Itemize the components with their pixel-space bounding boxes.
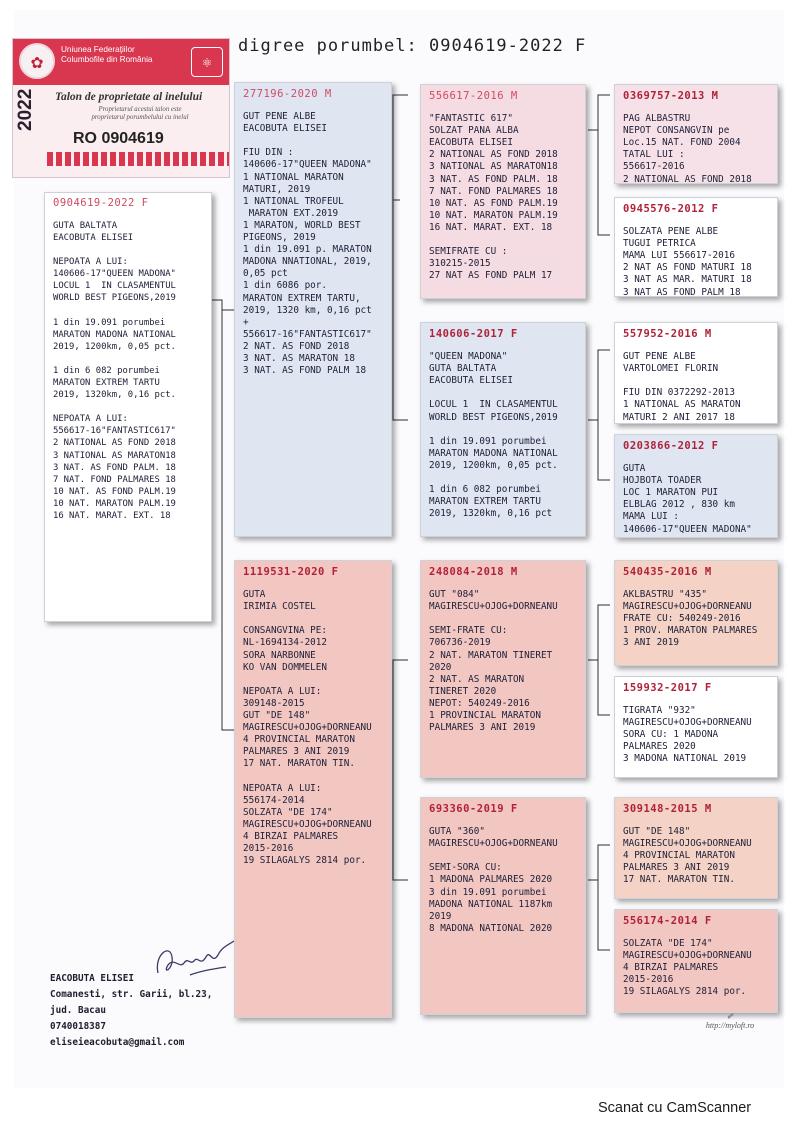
- pedigree-line: [429, 472, 579, 484]
- federation-name: Uniunea Federaţiilor Columbofile din România: [61, 45, 153, 64]
- pigeon-sire-sire: [420, 84, 586, 299]
- card-note: Proprietarul acestui talon este proprietarul porumbelului cu inelul: [91, 106, 189, 121]
- pedigree-line: TUGUI PETRICA: [623, 238, 696, 250]
- pedigree-line: [53, 402, 205, 414]
- pedigree-line: 1 PROV. MARATON PALMARES: [623, 625, 758, 637]
- pedigree-line: 27 NAT AS FOND PALM 17: [429, 270, 553, 282]
- pedigree-line: 16 NAT. MARAT. EXT. 18: [429, 221, 553, 233]
- pedigree-line: 3 NAT. AS FOND PALM. 18: [429, 173, 558, 185]
- pedigree-line: 140606-17"QUEEN MADONA": [53, 269, 176, 280]
- scanner-watermark: Scanat cu CamScanner: [598, 1100, 752, 1116]
- pedigree-line: LOCUL 1 IN CLASAMENTUL: [53, 281, 176, 292]
- pedigree-line: GUT PENE ALBE: [243, 111, 316, 123]
- owner-county: jud. Bacau: [50, 1005, 106, 1016]
- pedigree-line: 556174-2014: [243, 794, 305, 806]
- pedigree-line: [429, 234, 579, 246]
- ring-id: 556174-2014 F: [623, 915, 712, 927]
- pigeon-sire: [234, 82, 392, 537]
- connector-main: [212, 300, 234, 730]
- pedigree-line: 2019: [429, 910, 452, 922]
- card-decorative-band: [47, 152, 229, 166]
- pedigree-line: 1 din 19.091 porumbei: [429, 435, 547, 447]
- pedigree-line: FIU DIN 0372292-2013: [623, 387, 735, 399]
- pedigree-line: EACOBUTA ELISEI: [429, 375, 513, 387]
- pedigree-line: [243, 135, 385, 147]
- pedigree-line: 3 ANI 2019: [623, 637, 679, 649]
- ring-id: 277196-2020 M: [243, 88, 332, 100]
- pedigree-line: GUTA BALTATA: [429, 363, 497, 375]
- pedigree-line: [429, 850, 579, 862]
- pedigree-line: 1 MARATON, WORLD BEST: [243, 219, 361, 231]
- pigeon-dam-sire: [420, 560, 586, 778]
- pedigree-line: PALMARES 2020: [623, 741, 696, 753]
- pedigree-line: PALMARES 3 ANI 2019: [623, 862, 730, 874]
- pedigree-line: 2 NATIONAL AS FOND 2018: [53, 438, 176, 449]
- pedigree-line: IRIMIA COSTEL: [243, 601, 316, 613]
- pedigree-line: [53, 354, 205, 366]
- pedigree-line: SOLZATA PENE ALBE: [623, 226, 719, 238]
- pedigree-line: HOJBOTA TOADER: [623, 475, 702, 487]
- pedigree-line: 7 NAT. FOND PALMARES 18: [53, 474, 176, 485]
- pedigree-line: SOLZAT PANA ALBA: [429, 125, 519, 137]
- pedigree-line: MAMA LUI :: [623, 511, 679, 523]
- pigeon-dsd: [614, 676, 778, 778]
- pedigree-line: 3 din 19.091 porumbei: [429, 886, 547, 898]
- pedigree-line: Loc.15 NAT. FOND 2004: [623, 137, 741, 149]
- pedigree-line: 10 NAT. AS FOND PALM.19: [429, 197, 558, 209]
- pedigree-line: 3 NATIONAL AS MARATON18: [53, 450, 176, 461]
- pedigree-line: GUTA BALTATA: [53, 220, 118, 231]
- pedigree-line: 310215-2015: [429, 258, 491, 270]
- pedigree-line: 2019, 1320km, 0,16 pct.: [53, 390, 176, 401]
- pedigree-line: MARATON EXTREM TARTU: [429, 496, 541, 508]
- pedigree-line: 140606-17"QUEEN MADONA": [243, 159, 372, 171]
- ring-id: 0945576-2012 F: [623, 203, 719, 215]
- owner-phone: 0740018387: [50, 1021, 106, 1032]
- pedigree-line: MAGIRESCU+OJOG+DORNEANU: [429, 838, 558, 850]
- pedigree-line: [243, 771, 385, 783]
- pedigree-line: MADONA NNATIONAL, 2019,: [243, 256, 372, 268]
- pedigree-line: MAGIRESCU+OJOG+DORNEANU: [243, 722, 372, 734]
- pedigree-line: MAGIRESCU+OJOG+DORNEANU: [429, 601, 558, 613]
- pedigree-line: 2 NAT AS FOND MATURI 18: [623, 262, 752, 274]
- pedigree-line: 2015-2016: [243, 843, 294, 855]
- pedigree-line: 1 NATIONAL AS MARATON: [623, 399, 741, 411]
- pedigree-line: [429, 424, 579, 436]
- pedigree-line: 309148-2015: [243, 697, 305, 709]
- pedigree-line: GUT "084": [429, 589, 480, 601]
- pedigree-line: 1 NATIONAL TROFEUL: [243, 195, 344, 207]
- pedigree-line: EACOBUTA ELISEI: [429, 137, 513, 149]
- pedigree-line: 16 NAT. MARAT. EXT. 18: [53, 511, 171, 522]
- owner-address: Comanesti, str. Garii, bl.23,: [50, 989, 213, 1000]
- pigeon-dss: [614, 560, 778, 666]
- connector-dam: [393, 660, 408, 880]
- pedigree-line: MATURI 2 ANI 2017 18: [623, 411, 735, 423]
- pedigree-line: EACOBUTA ELISEI: [243, 123, 327, 135]
- pedigree-line: 3 NAT AS MAR. MATURI 18: [623, 274, 752, 286]
- pedigree-line: +: [243, 316, 249, 328]
- pedigree-line: PIGEONS, 2019: [243, 232, 316, 244]
- pedigree-line: 2 NAT. AS MARATON: [429, 673, 525, 685]
- pedigree-line: GUT "DE 148": [623, 826, 691, 838]
- ring-id: 1119531-2020 F: [243, 566, 339, 578]
- pedigree-line: MARATON MADONA NATIONAL: [53, 329, 176, 340]
- pedigree-line: NEPOATA A LUI:: [243, 782, 322, 794]
- pedigree-line: 2 NATIONAL AS FOND 2018: [429, 149, 558, 161]
- pedigree-line: 2020: [429, 661, 452, 673]
- ring-id: 0904619-2022 F: [53, 197, 149, 209]
- pedigree-line: 3 NATIONAL AS MARATON18: [429, 161, 558, 173]
- pedigree-line: FRATE CU: 540249-2016: [623, 613, 741, 625]
- pedigree-line: AKLBASTRU "435": [623, 589, 707, 601]
- pedigree-line: 10 NAT. MARATON PALM.19: [429, 209, 558, 221]
- pedigree-line: NEPOT CONSANGVIN pe: [623, 125, 730, 137]
- pedigree-line: MAGIRESCU+OJOG+DORNEANU: [623, 717, 752, 729]
- pedigree-line: MAGIRESCU+OJOG+DORNEANU: [623, 950, 752, 962]
- pedigree-line: TATAL LUI :: [623, 149, 685, 161]
- card-ring-number: RO 0904619: [73, 130, 164, 147]
- connector-sire: [393, 95, 408, 420]
- pedigree-line: 556617-16"FANTASTIC617": [243, 328, 372, 340]
- owner-info: [50, 971, 212, 1051]
- pedigree-line: 1 MADONA PALMARES 2020: [429, 874, 553, 886]
- pedigree-line: NEPOATA A LUI:: [243, 685, 322, 697]
- pedigree-line: 1 din 19.091 p. MARATON: [243, 244, 372, 256]
- pedigree-line: "QUEEN MADONA": [429, 351, 508, 363]
- page-title: digree porumbel: 0904619-2022 F: [238, 36, 587, 56]
- pedigree-line: 3 NAT. AS MARATON 18: [243, 352, 355, 364]
- owner-name: EACOBUTA ELISEI: [50, 973, 134, 984]
- pedigree-line: MATURI, 2019: [243, 183, 311, 195]
- pedigree-line: 19 SILAGALYS 2814 por.: [623, 986, 747, 998]
- pedigree-line: 17 NAT. MARATON TIN.: [243, 758, 355, 770]
- pedigree-line: 4 PROVINCIAL MARATON: [243, 734, 355, 746]
- pedigree-line: SEMI-SORA CU:: [429, 862, 502, 874]
- card-header: [13, 39, 230, 85]
- pigeon-ddd: [614, 909, 778, 1013]
- pedigree-line: PALMARES 3 ANI 2019: [243, 746, 350, 758]
- pigeon-main: [44, 192, 212, 622]
- pedigree-line: NEPOATA A LUI:: [53, 257, 128, 268]
- pedigree-line: GUT PENE ALBE: [623, 351, 696, 363]
- connector-dam-sire: [588, 605, 610, 715]
- pedigree-line: 3 NAT AS FOND PALM 18: [623, 286, 741, 297]
- pedigree-line: 1 din 6086 por.: [243, 280, 327, 292]
- pedigree-line: GUTA: [623, 463, 646, 475]
- ring-id: 557952-2016 M: [623, 328, 712, 340]
- ring-id: 693360-2019 F: [429, 803, 518, 815]
- pedigree-line: MAGIRESCU+OJOG+DORNEANU: [243, 818, 372, 830]
- pedigree-line: [429, 613, 579, 625]
- pedigree-line: SOLZATA "DE 174": [623, 938, 713, 950]
- pedigree-line: PAG ALBASTRU: [623, 113, 691, 125]
- pedigree-line: SORA CU: 1 MADONA: [623, 729, 719, 741]
- pedigree-line: 1 NATIONAL MARATON: [243, 171, 344, 183]
- pedigree-line: WORLD BEST PIGEONS,2019: [429, 411, 558, 423]
- pedigree-line: 556617-2016: [623, 161, 685, 173]
- pedigree-line: VARTOLOMEI FLORIN: [623, 363, 719, 375]
- ring-id: 0369757-2013 M: [623, 90, 719, 102]
- pedigree-line: 2019, 1200km, 0,05 pct.: [53, 341, 176, 352]
- footer-logo-icon: ✐: [726, 1012, 734, 1021]
- pigeon-ssd: [614, 197, 778, 297]
- card-year: 2022: [15, 88, 36, 131]
- ring-id: 248084-2018 M: [429, 566, 518, 578]
- pedigree-line: MAMA LUI 556617-2016: [623, 250, 735, 262]
- pedigree-line: MAGIRESCU+OJOG+DORNEANU: [623, 601, 752, 613]
- pedigree-line: 2 NAT. MARATON TINERET: [429, 649, 553, 661]
- pigeon-sdd: [614, 434, 778, 538]
- ring-id: 159932-2017 F: [623, 682, 712, 694]
- pedigree-line: 0,05 pct: [243, 268, 288, 280]
- pedigree-line: 2015-2016: [623, 974, 674, 986]
- pedigree-line: FIU DIN :: [243, 147, 294, 159]
- pedigree-line: 4 PROVINCIAL MARATON: [623, 850, 735, 862]
- federation-logo-icon: ✿: [19, 43, 55, 79]
- pedigree-line: 1 din 19.091 porumbei: [53, 317, 166, 328]
- pigeon-sire-dam: [420, 322, 586, 537]
- ring-id: 556617-2016 M: [429, 90, 518, 102]
- card-heading: Talon de proprietate al inelului: [55, 91, 203, 103]
- pedigree-line: MARATON EXTREM TARTU: [53, 378, 160, 389]
- pedigree-line: WORLD BEST PIGEONS,2019: [53, 293, 176, 304]
- pedigree-line: [53, 305, 205, 317]
- pedigree-line: 2019, 1320km, 0,16 pct: [429, 508, 553, 520]
- pedigree-line: 7 NAT. FOND PALMARES 18: [429, 185, 558, 197]
- pigeon-sss: [614, 84, 778, 184]
- pedigree-line: EACOBUTA ELISEI: [53, 232, 134, 243]
- pedigree-line: SEMIFRATE CU :: [429, 246, 508, 258]
- pedigree-line: 3 MADONA NATIONAL 2019: [623, 753, 747, 765]
- pedigree-line: [429, 387, 579, 399]
- pedigree-line: 2019, 1200km, 0,05 pct.: [429, 459, 558, 471]
- pedigree-line: 706736-2019: [429, 637, 491, 649]
- pedigree-line: SOLZATA "DE 174": [243, 806, 333, 818]
- pedigree-line: GUTA "360": [429, 826, 485, 838]
- pedigree-line: 19 SILAGALYS 2814 por.: [243, 855, 367, 867]
- pedigree-line: [243, 613, 385, 625]
- ring-ownership-card: [12, 38, 230, 178]
- connector-sire-sire: [588, 95, 610, 235]
- pedigree-line: GUT "DE 148": [243, 710, 311, 722]
- pedigree-line: 10 NAT. AS FOND PALM.19: [53, 486, 176, 497]
- pedigree-line: SORA NARBONNE: [243, 649, 316, 661]
- pedigree-line: [243, 674, 385, 686]
- pigeon-dds: [614, 797, 778, 899]
- connector-sire-dam: [588, 350, 610, 480]
- pedigree-line: [623, 375, 771, 387]
- pedigree-line: 4 BIRZAI PALMARES: [243, 830, 339, 842]
- pedigree-line: 1 PROVINCIAL MARATON: [429, 710, 541, 722]
- pedigree-line: 2019, 1320 km, 0,16 pct: [243, 304, 372, 316]
- pedigree-line: LOCUL 1 IN CLASAMENTUL: [429, 399, 558, 411]
- pedigree-line: PALMARES 3 ANI 2019: [429, 722, 536, 734]
- ring-id: 0203866-2012 F: [623, 440, 719, 452]
- pedigree-line: 8 MADONA NATIONAL 2020: [429, 922, 553, 934]
- pedigree-line: MAGIRESCU+OJOG+DORNEANU: [623, 838, 752, 850]
- pedigree-line: 1 din 6 082 porumbei: [53, 365, 160, 376]
- pedigree-line: 1 din 6 082 porumbei: [429, 484, 541, 496]
- pedigree-line: ELBLAG 2012 , 830 km: [623, 499, 735, 511]
- pedigree-line: 10 NAT. MARATON PALM.19: [53, 498, 176, 509]
- pedigree-line: TINERET 2020: [429, 685, 497, 697]
- pedigree-line: KO VAN DOMMELEN: [243, 661, 327, 673]
- pigeon-sds: [614, 322, 778, 424]
- pedigree-line: MADONA NATIONAL 1187km: [429, 898, 553, 910]
- pedigree-line: MARATON MADONA NATIONAL: [429, 447, 558, 459]
- pedigree-line: [53, 245, 205, 257]
- pedigree-line: NEPOT: 540249-2016: [429, 697, 530, 709]
- pedigree-line: 4 BIRZAI PALMARES: [623, 962, 719, 974]
- pedigree-line: NL-1694134-2012: [243, 637, 327, 649]
- pigeon-dam: [234, 560, 392, 1018]
- emblem-icon: ⚛: [191, 47, 223, 77]
- pedigree-line: 17 NAT. MARATON TIN.: [623, 874, 735, 886]
- pedigree-line: CONSANGVINA PE:: [243, 625, 327, 637]
- pedigree-line: SEMI-FRATE CU:: [429, 625, 508, 637]
- pigeon-dam-dam: [420, 797, 586, 1015]
- pedigree-line: "FANTASTIC 617": [429, 113, 513, 125]
- pedigree-line: 2 NAT. AS FOND 2018: [243, 340, 350, 352]
- pedigree-line: TIGRATA "932": [623, 705, 696, 717]
- pedigree-line: MARATON EXTREM TARTU,: [243, 292, 361, 304]
- ring-id: 309148-2015 M: [623, 803, 712, 815]
- pedigree-line: MARATON EXT.2019: [243, 207, 339, 219]
- footer-logo-url: http://myloft.ro: [705, 1021, 755, 1030]
- connector-dam-dam: [588, 845, 610, 950]
- pedigree-line: NEPOATA A LUI:: [53, 414, 128, 425]
- pedigree-line: 2 NATIONAL AS FOND 2018: [623, 173, 752, 184]
- pedigree-line: 140606-17"QUEEN MADONA": [623, 523, 752, 535]
- ring-id: 540435-2016 M: [623, 566, 712, 578]
- pedigree-line: 3 NAT. AS FOND PALM 18: [243, 365, 367, 377]
- pedigree-line: 556617-16"FANTASTIC617": [53, 426, 176, 437]
- owner-email: eliseieacobuta@gmail.com: [50, 1037, 185, 1048]
- pedigree-line: LOC 1 MARATON PUI: [623, 487, 719, 499]
- ring-id: 140606-2017 F: [429, 328, 518, 340]
- footer-logo: [700, 1012, 760, 1030]
- pedigree-line: 3 NAT. AS FOND PALM. 18: [53, 462, 176, 473]
- pedigree-line: GUTA: [243, 589, 266, 601]
